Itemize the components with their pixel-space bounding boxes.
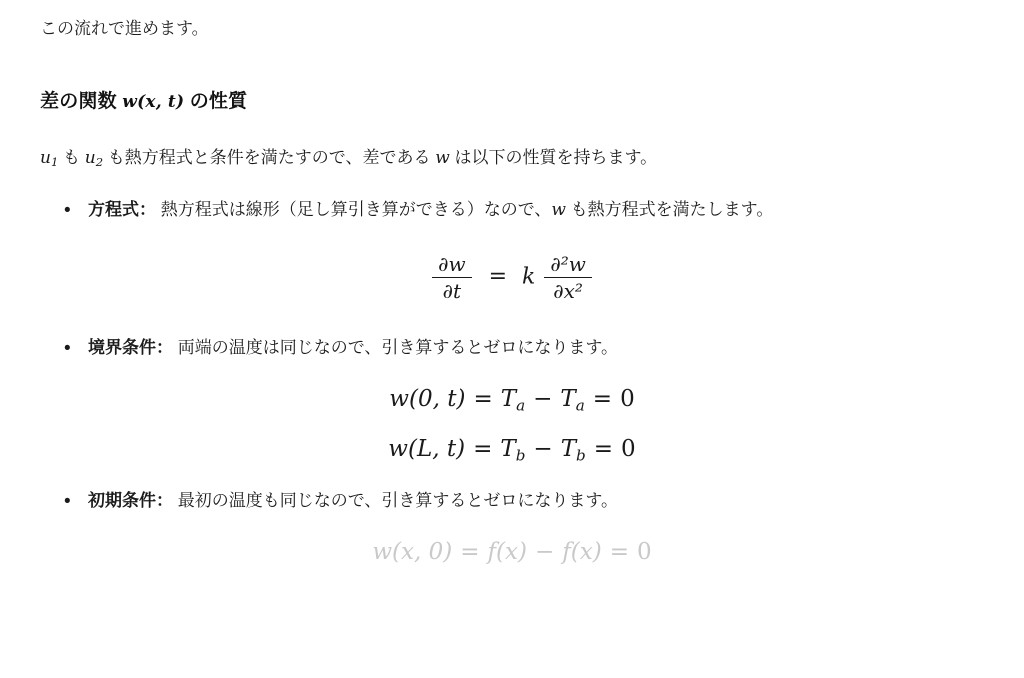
item-inline-math: w xyxy=(551,200,566,221)
heat-rhs-denominator: ∂x² xyxy=(553,278,583,303)
intro-paragraph: この流れで進めます。 xyxy=(40,19,209,38)
lead-w: w xyxy=(435,147,450,168)
item-text-after: も熱方程式を満たします。 xyxy=(565,200,774,220)
bc-left-minus: − xyxy=(533,385,553,412)
ic-equals-1: = xyxy=(460,538,480,565)
bc-right-tb1-sub: b xyxy=(515,446,526,465)
equation-initial-condition xyxy=(40,539,984,565)
lead-paragraph xyxy=(40,143,984,174)
list-item xyxy=(40,486,984,517)
item-term: 方程式： xyxy=(88,200,156,220)
bc-left-ta1: T xyxy=(500,385,517,412)
bc-left-lhs: w(0, t) xyxy=(389,385,466,412)
item-term: 初期条件： xyxy=(88,491,173,511)
bc-left-equals-1: = xyxy=(473,385,493,412)
list-item xyxy=(40,195,984,226)
heat-equals: = xyxy=(488,264,508,290)
heading-math: w(x, t) xyxy=(122,91,185,112)
ic-equals-2: = xyxy=(609,538,629,565)
bc-right-equals-1: = xyxy=(473,435,493,462)
ic-f1: f(x) xyxy=(487,538,527,565)
lead-part1: も xyxy=(58,147,85,167)
bc-left-line xyxy=(389,386,634,412)
bc-left-ta2: T xyxy=(560,385,576,412)
heading-suffix: の性質 xyxy=(184,90,248,112)
bc-right-minus: − xyxy=(533,435,553,462)
ic-lhs: w(x, 0) xyxy=(372,538,453,565)
ic-f2: f(x) xyxy=(562,538,602,565)
item-text-before: 最初の温度も同じなので、引き算するとゼロになります。 xyxy=(173,491,619,511)
ic-line xyxy=(372,539,651,565)
bc-left-equals-2: = xyxy=(592,385,613,412)
bc-left-ta1-sub: a xyxy=(516,395,526,414)
lead-u2: u xyxy=(84,147,96,168)
bc-right-tb2-sub: b xyxy=(576,446,586,465)
bc-right-lhs: w(L, t) xyxy=(388,435,466,462)
heading-prefix: 差の関数 xyxy=(40,90,123,112)
bc-left-zero: 0 xyxy=(620,385,635,412)
property-list xyxy=(40,195,984,564)
bc-right-zero: 0 xyxy=(621,435,636,462)
list-item xyxy=(40,333,984,364)
ic-minus: − xyxy=(534,538,555,565)
heat-coefficient-k: k xyxy=(522,264,536,290)
bc-right-tb1: T xyxy=(500,435,516,462)
lead-part2: も熱方程式と条件を満たすので、差である xyxy=(103,147,436,167)
section-heading xyxy=(40,86,984,113)
item-text-before: 熱方程式は線形（足し算引き算ができる）なので、 xyxy=(156,200,552,220)
lead-u1: u xyxy=(40,147,51,168)
heat-lhs-numerator: ∂w xyxy=(432,252,471,278)
heat-rhs-numerator: ∂²w xyxy=(544,252,591,278)
item-text-before: 両端の温度は同じなので、引き算するとゼロになります。 xyxy=(173,337,619,357)
equation-heat xyxy=(40,252,984,303)
equation-boundary-right xyxy=(40,436,984,464)
bc-right-line xyxy=(388,435,636,465)
ic-zero: 0 xyxy=(636,538,652,565)
heat-lhs-fraction xyxy=(432,252,471,303)
lead-u2-sub: 2 xyxy=(95,154,104,169)
bc-right-equals-2: = xyxy=(593,435,614,462)
equation-boundary-left xyxy=(40,386,984,414)
lead-u1-sub: 1 xyxy=(50,154,59,169)
heat-rhs-fraction xyxy=(544,252,591,303)
bc-left-ta2-sub: a xyxy=(575,395,585,414)
heat-lhs-denominator: ∂t xyxy=(442,278,462,303)
lead-part3: は以下の性質を持ちます。 xyxy=(449,147,658,167)
bc-right-tb2: T xyxy=(560,435,577,462)
item-term: 境界条件： xyxy=(88,337,173,357)
